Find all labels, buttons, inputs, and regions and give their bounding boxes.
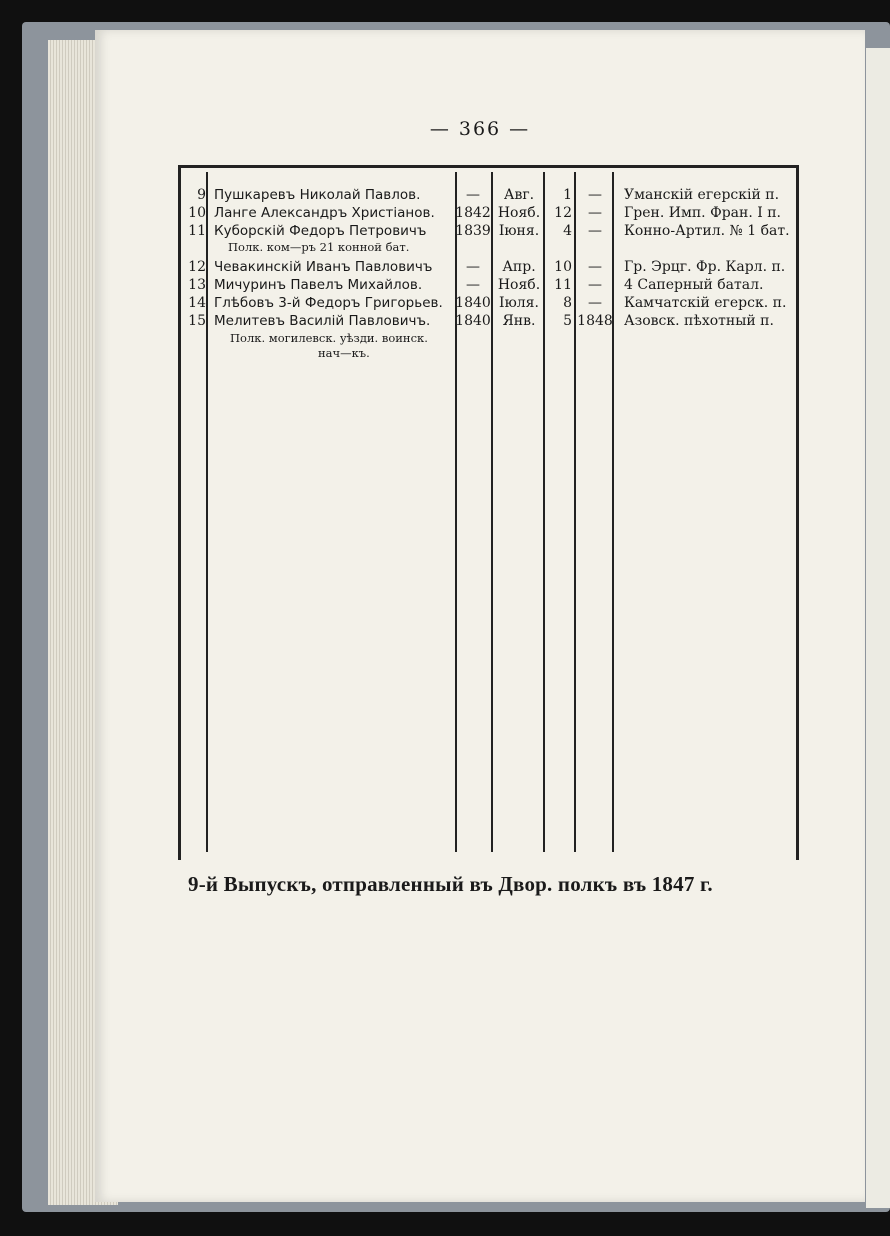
regiment: Гр. Эрцг. Фр. Карл. п. [624,259,786,275]
officer-name: Мичуринъ Павелъ Михайлов. [214,277,423,293]
regiment: Конно-Артил. № 1 бат. [624,223,790,239]
retired-year: — [588,187,602,203]
row-number: 9 [197,187,206,203]
month: Нояб. [497,277,541,293]
day: 8 [563,295,572,311]
year: 1842 [455,205,491,221]
month: Іюня. [498,223,540,239]
officer-table [178,182,798,852]
regiment: Уманскій егерскій п. [624,187,780,203]
table-top-rule [178,165,798,168]
officer-name: Мелитевъ Василій Павловичъ. [214,313,431,329]
row-number: 15 [188,313,206,329]
day: 10 [554,259,572,275]
page-number: — 366 — [429,118,531,140]
year: 1839 [455,223,491,239]
month: Янв. [502,313,536,329]
day: 5 [563,313,572,329]
year: — [466,187,480,203]
row-note: нач—къ. [318,346,370,360]
officer-name: Пушкаревъ Николай Павлов. [214,187,421,203]
retired-year: — [588,259,602,275]
year: 1840 [455,313,491,329]
officer-name: Куборскій Федоръ Петровичъ [214,223,427,239]
year: 1840 [455,295,491,311]
regiment: Грен. Имп. Фран. I п. [624,205,782,221]
row-number: 11 [188,223,206,239]
day: 11 [554,277,572,293]
officer-name: Чевакинскій Иванъ Павловичъ [214,259,433,275]
officer-name: Ланге Александръ Христіанов. [214,205,435,221]
row-note: Полк. могилевск. уѣзди. воинск. [230,331,428,345]
day: 1 [563,187,572,203]
regiment: Азовск. пѣхотный п. [624,313,774,329]
facing-page-edge [866,48,890,1208]
retired-year: — [588,295,602,311]
day: 12 [554,205,572,221]
retired-year: — [588,205,602,221]
month: Авг. [503,187,535,203]
row-number: 13 [188,277,206,293]
row-number: 10 [188,205,206,221]
year: — [466,259,480,275]
retired-year: — [588,277,602,293]
month: Апр. [502,259,536,275]
regiment: 4 Саперный батал. [624,277,764,293]
retired-year: — [588,223,602,239]
row-number: 12 [188,259,206,275]
regiment: Камчатскій егерск. п. [624,295,787,311]
officer-name: Глѣбовъ 3-й Федоръ Григорьев. [214,295,443,311]
section-heading: 9-й Выпускъ, отправленный въ Двор. полкъ въ 1847 г. [188,872,713,896]
row-number: 14 [188,295,206,311]
year: — [466,277,480,293]
row-note: Полк. ком—ръ 21 конной бат. [228,240,410,254]
month: Нояб. [497,205,541,221]
month: Іюля. [499,295,539,311]
day: 4 [563,223,572,239]
retired-year: 1848 [577,313,613,329]
